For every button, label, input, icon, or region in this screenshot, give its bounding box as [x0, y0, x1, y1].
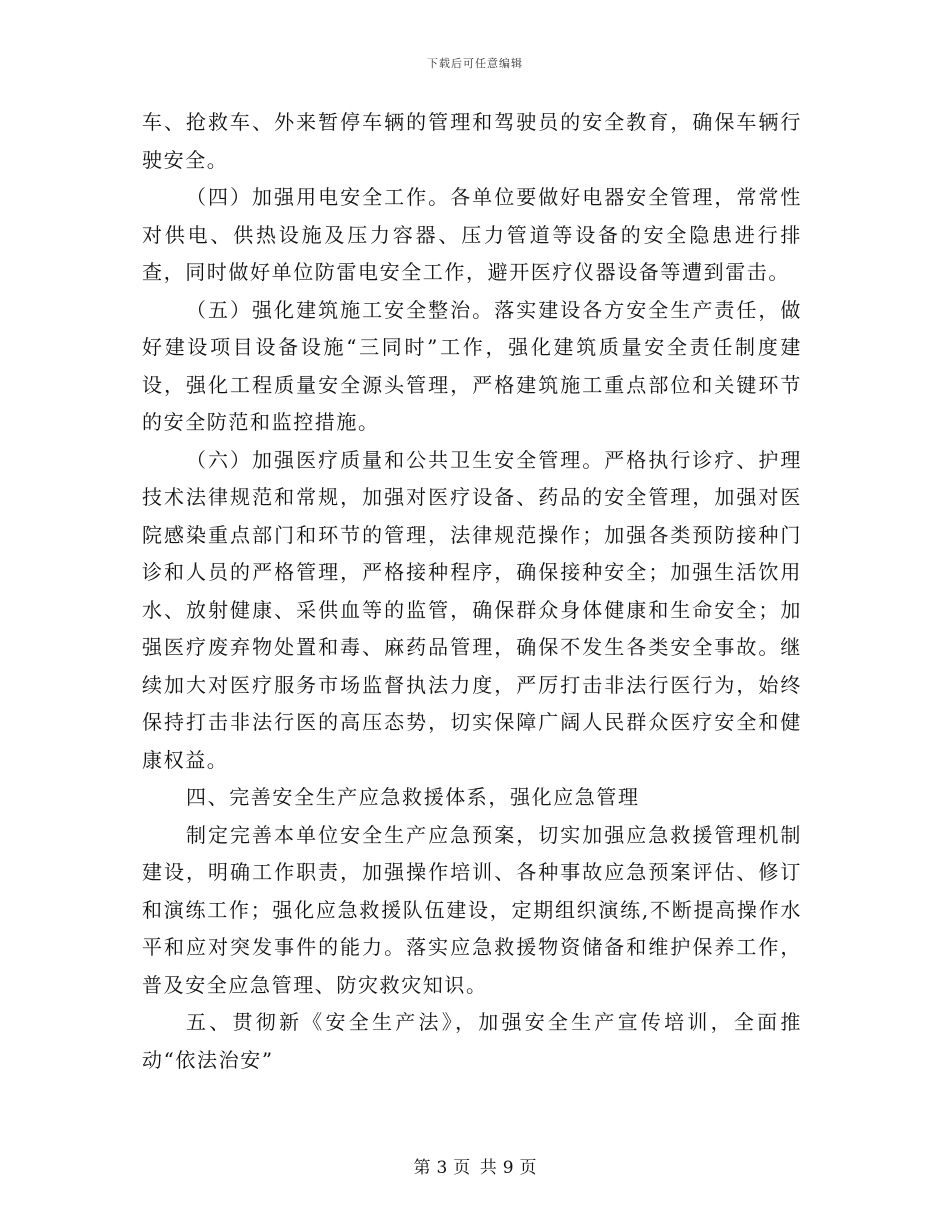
footer-current-page: 3 — [436, 1158, 448, 1178]
paragraph-5: 制定完善本单位安全生产应急预案，切实加强应急救援管理机制建设，明确工作职责，加强操作培训、各种事故应急预案评估、修订和演练工作；强化应急救援队伍建设，定期组织演练,不断提高操作水平和应对突发事件的能力。落实应急救援物资储备和维护保养工作，普及安全应急管理、防灾救灾知识。 — [142, 822, 802, 997]
document-body — [142, 104, 802, 1079]
paragraph-3: （五）强化建筑施工安全整治。落实建设各方安全生产责任，做好建设项目设备设施“三同时”工作，强化建筑质量安全责任制度建设，强化工程质量安全源头管理，严格建筑施工重点部位和关键环节的安全防范和监控措施。 — [142, 297, 802, 434]
footer-middle: 页 共 — [453, 1158, 497, 1178]
page-header: 下载后可任意编辑 — [427, 57, 523, 70]
paragraph-2: （四）加强用电安全工作。各单位要做好电器安全管理，常常性对供电、供热设施及压力容器、压力管道等设备的安全隐患进行排查，同时做好单位防雷电安全工作，避开医疗仪器设备等遭到雷击。 — [142, 185, 802, 284]
footer-total-pages: 9 — [502, 1158, 514, 1178]
paragraph-4: （六）加强医疗质量和公共卫生安全管理。严格执行诊疗、护理技术法律规范和常规，加强对医疗设备、药品的安全管理，加强对医院感染重点部门和环节的管理，法律规范操作；加强各类预防接种门诊和人员的严格管理，严格接种程序，确保接种安全；加强生活饮用水、放射健康、采供血等的监管，确保群众身体健康和生命安全；加强医疗废弃物处置和毒、麻药品管理，确保不发生各类安全事故。继续加大对医疗服务市场监督执法力度，严厉打击非法行医行为，始终保持打击非法行医的高压态势，切实保障广阔人民群众医疗安全和健康权益。 — [142, 447, 802, 772]
page-footer — [0, 1153, 950, 1178]
section-heading-4: 四、完善安全生产应急救援体系，强化应急管理 — [186, 785, 640, 809]
paragraph-1: 车、抢救车、外来暂停车辆的管理和驾驶员的安全教育，确保车辆行驶安全。 — [142, 110, 802, 172]
footer-suffix: 页 — [519, 1158, 537, 1178]
footer-prefix: 第 — [413, 1158, 431, 1178]
section-heading-5: 五、贯彻新《安全生产法》，加强安全生产宣传培训，全面推动“依法治安” — [142, 1010, 802, 1072]
